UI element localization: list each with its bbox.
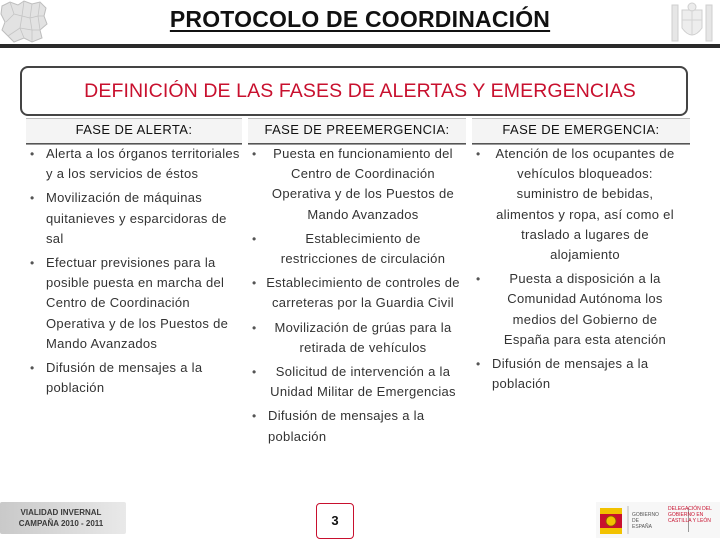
delegation-label: DELEGACIÓN DEL GOBIERNO EN CASTILLA Y LEÓN bbox=[668, 506, 712, 524]
bullet-icon: • bbox=[252, 147, 257, 161]
column-preemergency bbox=[250, 144, 460, 451]
column-header-alert: FASE DE ALERTA: bbox=[75, 122, 193, 137]
bullet-icon: • bbox=[476, 357, 481, 372]
bullet-icon: • bbox=[252, 276, 257, 291]
list-item: • Efectuar previsiones para la posible puesta en marcha del Centro de Coordinación Operativa y de los Puestos de Mando Avanzados bbox=[30, 255, 229, 351]
column-alert bbox=[28, 144, 244, 402]
column-header-preemergency: FASE DE PREEMERGENCIA: bbox=[264, 122, 450, 137]
list-item: • Difusión de mensajes a la población bbox=[30, 360, 203, 396]
bullet-icon: • bbox=[30, 361, 35, 376]
page-title: PROTOCOLO DE COORDINACIÓN bbox=[169, 6, 551, 32]
bullet-icon: • bbox=[476, 272, 481, 287]
list-item: • Movilización de máquinas quitanieves y esparcidoras de sal bbox=[30, 190, 227, 246]
bullet-icon: • bbox=[30, 256, 35, 271]
bullet-icon: • bbox=[30, 191, 35, 206]
page-number: 3 bbox=[316, 503, 354, 539]
bullet-icon: • bbox=[252, 320, 257, 335]
list-item: • Alerta a los órganos territoriales y a los servicios de éstos bbox=[30, 146, 240, 182]
bullet-icon: • bbox=[30, 147, 35, 161]
list-item: • Movilización de grúas para la retirada de vehículos bbox=[252, 319, 452, 355]
campaign-logo: VIALIDAD INVERNAL CAMPAÑA 2010 - 2011 bbox=[0, 502, 126, 534]
list-item: • Establecimiento de controles de carreteras por la Guardia Civil bbox=[252, 275, 460, 311]
list-item: • Difusión de mensajes a la población bbox=[476, 356, 649, 392]
title-divider bbox=[0, 44, 720, 48]
bullet-icon: • bbox=[252, 365, 257, 380]
ministry-label: GOBIERNO DE ESPAÑA bbox=[632, 512, 659, 530]
list-item: • Solicitud de intervención a la Unidad Militar de Emergencias bbox=[252, 364, 456, 400]
section-banner-title: DEFINICIÓN DE LAS FASES DE ALERTAS Y EMERGENCIAS bbox=[84, 80, 636, 102]
bullet-icon: • bbox=[476, 147, 481, 161]
list-item: • Establecimiento de restricciones de circulación bbox=[252, 230, 446, 267]
column-header-emergency: FASE DE EMERGENCIA: bbox=[502, 122, 660, 137]
bullet-icon: • bbox=[252, 409, 257, 424]
list-item: • Puesta a disposición a la Comunidad Autónoma los medios del Gobierno de España para esta atención bbox=[476, 271, 667, 347]
list-item: • Puesta en funcionamiento del Centro de Coordinación Operativa y de los Puestos de Mando Avanzados bbox=[252, 146, 455, 222]
list-item: • Atención de los ocupantes de vehículos bloqueados: suministro de bebidas, alimentos y ropa, así como el traslado a lugares de alojamiento bbox=[476, 146, 675, 263]
bullet-icon: • bbox=[252, 231, 257, 246]
column-emergency bbox=[474, 144, 680, 398]
list-item: • Difusión de mensajes a la población bbox=[252, 408, 425, 444]
